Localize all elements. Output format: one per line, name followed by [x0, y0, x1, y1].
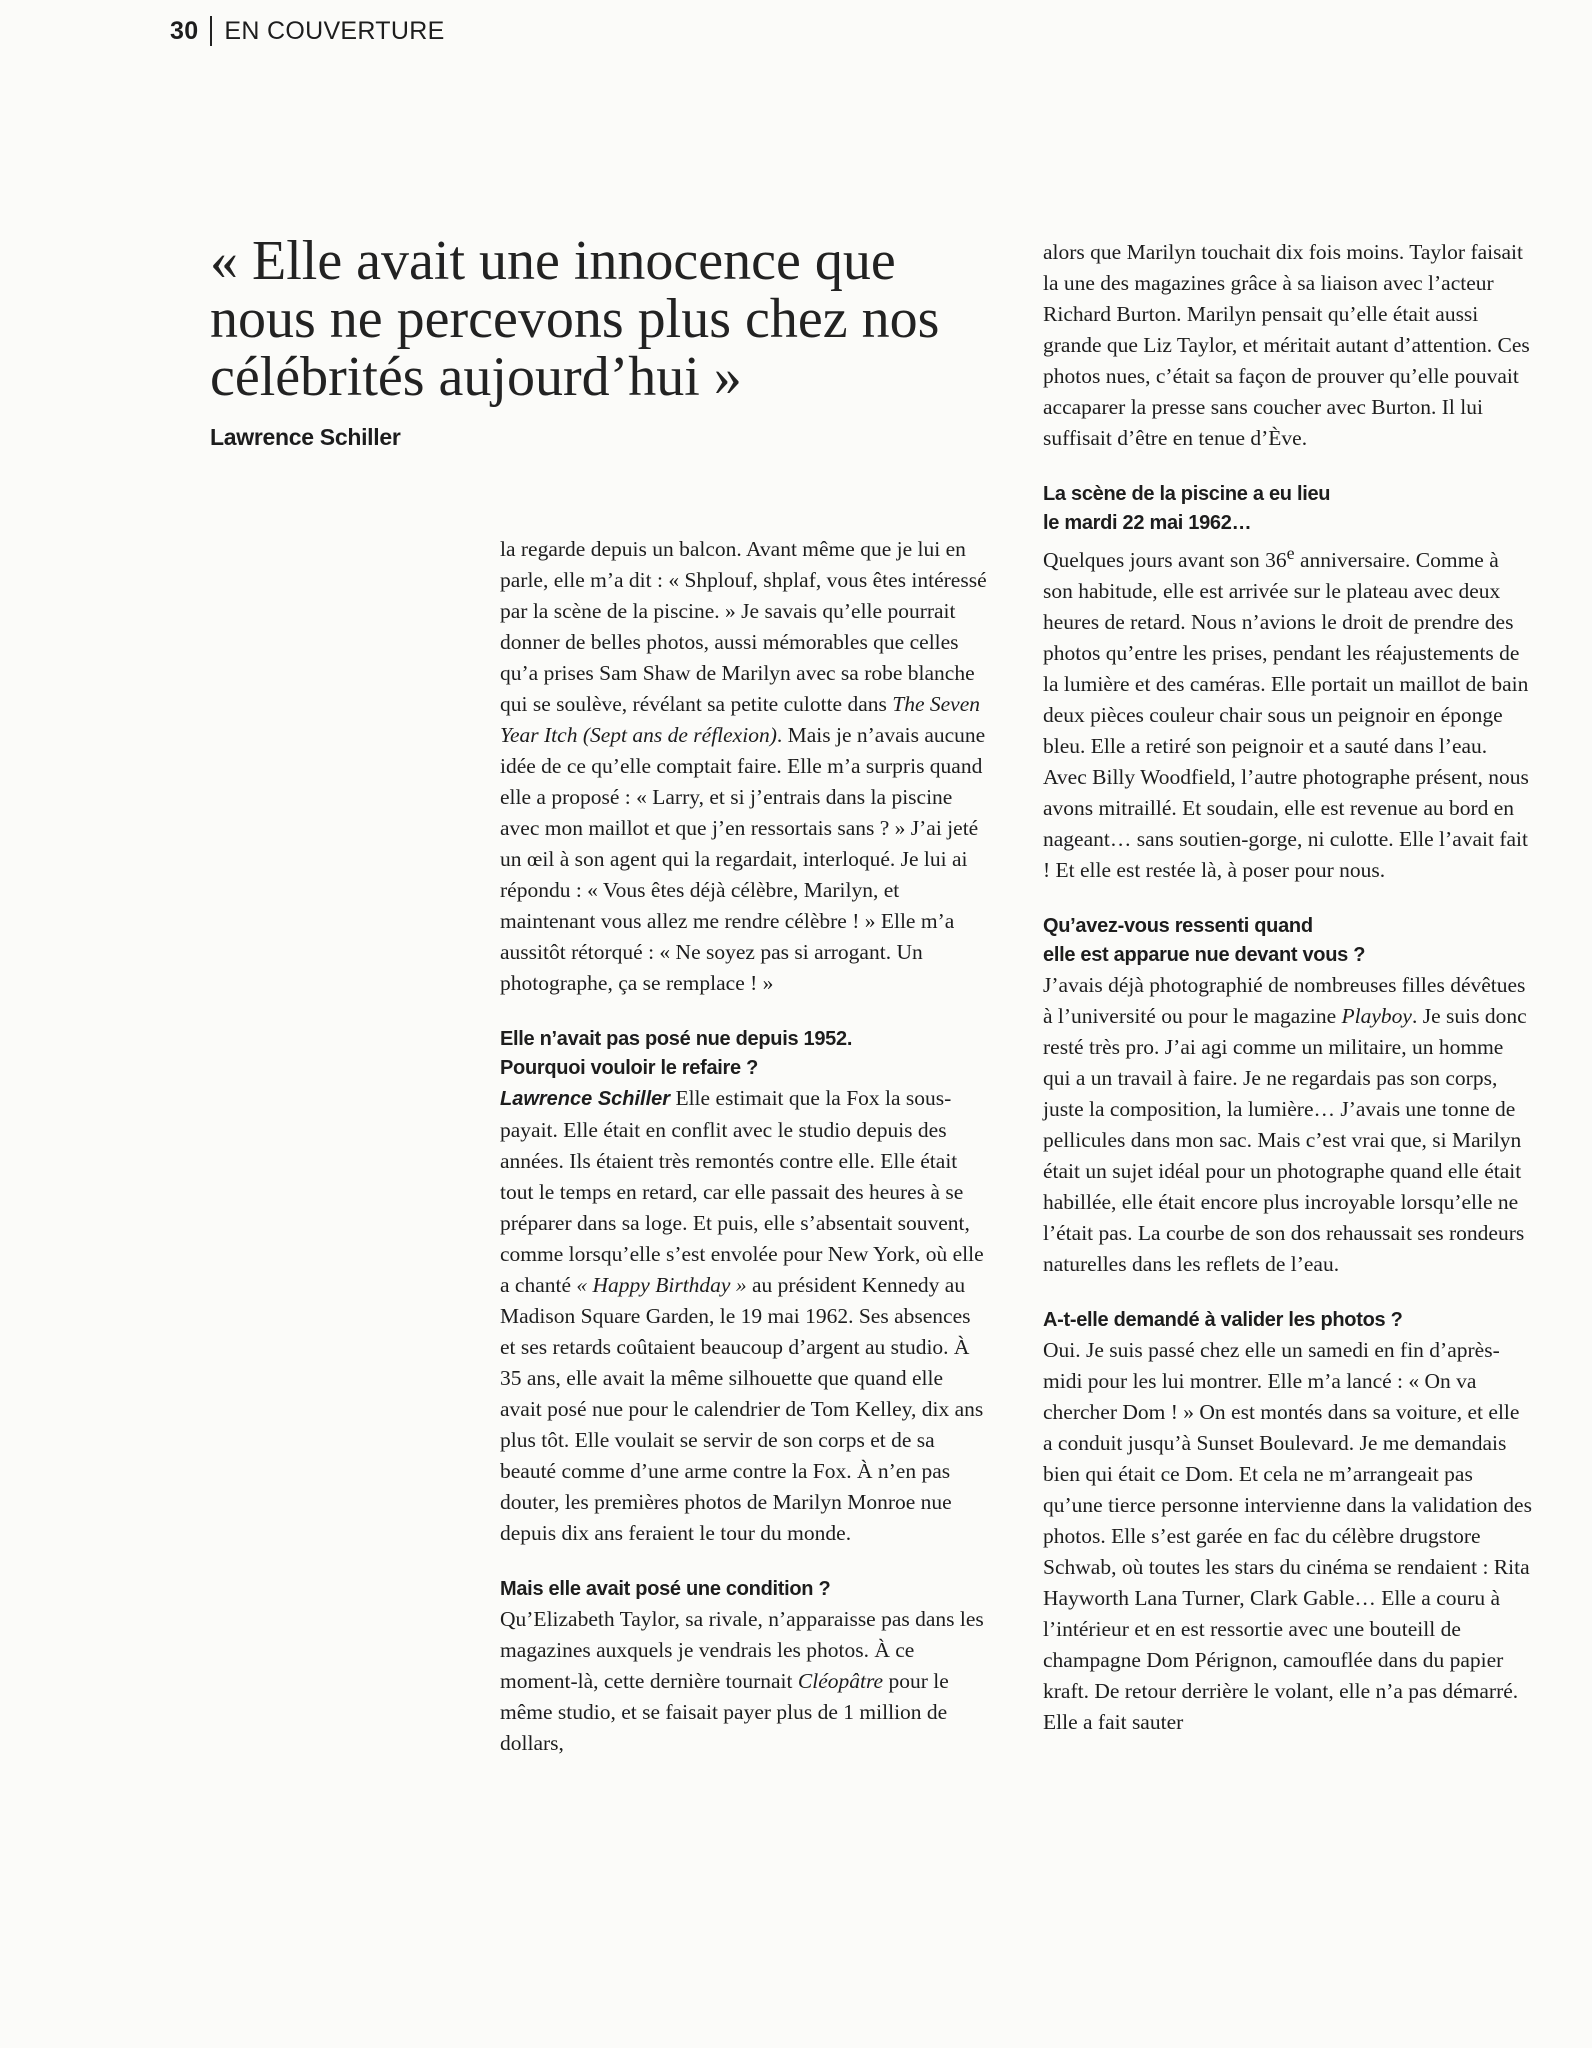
paragraph	[500, 534, 990, 999]
interview-question	[500, 1025, 990, 1083]
text-run: anniversaire. Comme à son habitude, elle est arrivée sur le plateau avec deux heures de retard. Nous n’avions le droit de prendre des photos qu’entre les prises, pendant les réajustements de la lumière et des caméras. Elle portait un maillot de bain deux pièces couleur chair sous un peignoir en éponge bleu. Elle a retiré son peignoir et a sauté dans l’eau. Avec Billy Woodfield, l’autre photographe présent, nous avons mitraillé. Et soudain, elle est revenue au bord en nageant… sans soutien-gorge, ni culotte. Elle l’avait fait ! Et elle est restée là, à poser pour nous.	[1043, 548, 1529, 883]
text-run: la regarde depuis un balcon. Avant même que je lui en parle, elle m’a dit : « Shplouf, shplaf, vous êtes intéressé par la scène de la piscine. » Je savais qu’elle pourrait donner de belles photos, aussi mémorables que celles qu’a prises Sam Shaw de Marilyn avec sa robe blanche qui se soulève, révélant sa petite culotte dans	[500, 537, 987, 716]
film-title: Cléopâtre	[797, 1669, 884, 1693]
text-run: J’avais déjà photographié de nombreuses filles dévêtues à l’université ou pour le magazine	[1043, 973, 1526, 1029]
text-run: Elle estimait que la Fox la sous-payait. Elle était en conflit avec le studio depuis des années. Ils étaient très remontés contre elle. Elle était tout le temps en retard, car elle passait des heures à se préparer dans sa loge. Et puis, elle s’absentait souvent, comme lorsqu’elle s’est envolée pour New York, où elle a chanté	[500, 1086, 984, 1297]
page-header	[170, 14, 445, 48]
question-line: le mardi 22 mai 1962…	[1043, 512, 1252, 534]
song-title: « Happy Birthday »	[576, 1273, 747, 1297]
speaker-name: Lawrence Schiller	[500, 1088, 671, 1110]
question-line: Qu’avez-vous ressenti quand	[1043, 915, 1313, 938]
question-line: La scène de la piscine a eu lieu	[1043, 483, 1331, 505]
answer-paragraph	[500, 1604, 990, 1759]
text-run: Quelques jours avant son 36	[1043, 548, 1287, 573]
magazine-title: Playboy	[1341, 1004, 1412, 1029]
film-title: The Seven Year Itch (Sept ans de réflexion)	[500, 692, 981, 747]
section-title: EN COUVERTURE	[224, 16, 445, 45]
pull-quote-author: Lawrence Schiller	[210, 424, 401, 450]
answer-paragraph	[500, 1083, 990, 1549]
interview-question: A-t-elle demandé à valider les photos ?	[1043, 1309, 1403, 1332]
answer-paragraph	[1043, 538, 1533, 886]
question-line: elle est apparue nue devant vous ?	[1043, 944, 1366, 967]
text-run: au président Kennedy au Madison Square Garden, le 19 mai 1962. Ses absences et ses retards coûtaient beaucoup d’argent au studio. À 35 ans, elle avait la même silhouette que quand elle avait posé nue pour le calendrier de Tom Kelley, dix ans plus tôt. Elle voulait se servir de son corps et de sa beauté comme d’une arme contre la Fox. À n’en pas douter, les premières photos de Marilyn Monroe nue depuis dix ans feraient le tour du monde.	[500, 1273, 984, 1545]
ordinal-suffix: e	[1286, 543, 1295, 563]
article-column-1	[500, 534, 990, 1759]
question-line: Pourquoi vouloir le refaire ?	[500, 1057, 759, 1079]
interview-question	[1043, 480, 1533, 538]
text-run: . Je suis donc resté très pro. J’ai agi comme un militaire, un homme qui a un travail à faire. Je ne regardais pas son corps, juste la composition, la lumière… J’avais une tonne de pellicules dans mon sac. Mais c’est vrai que, si Marilyn était un sujet idéal pour un photographe quand elle était habillée, elle était encore plus incroyable lorsqu’elle ne l’était pas. La courbe de son dos rehaussait ses rondeurs naturelles dans les reflets de l’eau.	[1043, 1004, 1527, 1277]
article-column-2	[1043, 237, 1533, 1738]
paragraph: alors que Marilyn touchait dix fois moins. Taylor faisait la une des magazines grâce à sa liaison avec l’acteur Richard Burton. Marilyn pensait qu’elle était aussi grande que Liz Taylor, et méritait autant d’attention. Ces photos nues, c’était sa façon de prouver qu’elle pouvait accaparer la presse sans coucher avec Burton. Il lui suffisait d’être en tenue d’Ève.	[1043, 240, 1530, 450]
interview-question	[1043, 912, 1533, 970]
question-line: Elle n’avait pas posé nue depuis 1952.	[500, 1028, 853, 1050]
header-divider	[210, 16, 212, 46]
interview-question: Mais elle avait posé une condition ?	[500, 1578, 831, 1600]
pull-quote: « Elle avait une innocence que nous ne percevons plus chez nos célébrités aujourd’hui »	[210, 230, 940, 408]
text-run: . Mais je n’avais aucune idée de ce qu’elle comptait faire. Elle m’a surpris quand elle a proposé : « Larry, et si j’entrais dans la piscine avec mon maillot et que j’en ressortais sans ? » J’ai jeté un œil à son agent qui la regardait, interloqué. Je lui ai répondu : « Vous êtes déjà célèbre, Marilyn, et maintenant vous allez me rendre célèbre ! » Elle m’a aussitôt rétorqué : « Ne soyez pas si arrogant. Un photographe, ça se remplace ! »	[500, 723, 986, 995]
text-run: Qu’Elizabeth Taylor, sa rivale, n’apparaisse pas dans les magazines auxquels je vendrais les photos. À ce moment-là, cette dernière tournait	[500, 1607, 984, 1693]
answer-paragraph: Oui. Je suis passé chez elle un samedi en fin d’après-midi pour les lui montrer. Elle m’a lancé : « On va chercher Dom ! » On est montés dans sa voiture, et elle a conduit jusqu’à Sunset Boulevard. Je me demandais bien qui était ce Dom. Et cela ne m’arrangeait pas qu’une tierce personne intervienne dans la validation des photos. Elle s’est garée en fac du célèbre drugstore Schwab, où toutes les stars du cinéma se rendaient : Rita Hayworth Lana Turner, Clark Gable… Elle a couru à l’intérieur et en est ressortie avec une bouteill de champagne Dom Pérignon, camouflée dans du papier kraft. De retour derrière le volant, elle n’a pas démarré. Elle a fait sauter	[1043, 1338, 1532, 1735]
page-number: 30	[170, 16, 199, 45]
answer-paragraph	[1043, 970, 1533, 1280]
text-run: pour le même studio, et se faisait payer plus de 1 million de dollars,	[500, 1669, 949, 1755]
